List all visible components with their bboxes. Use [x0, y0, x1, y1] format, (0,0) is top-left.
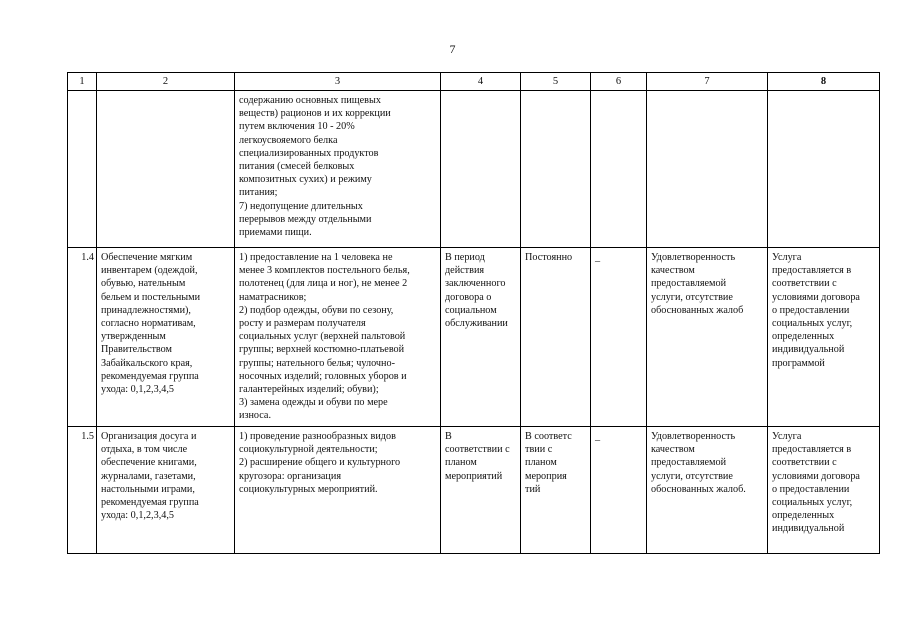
page-number: 7	[449, 42, 456, 56]
service-frequency-cell: В соответс твии с планом мероприя тий	[521, 427, 591, 554]
header-cell-8: 8	[768, 73, 880, 91]
column-6-cell	[591, 91, 647, 248]
provision-conditions-cell: Услуга предоставляется в соответствии с условиями договора о предоставлении социальных услуг, определенных индивидуальной	[768, 427, 880, 554]
service-term-cell	[441, 91, 521, 248]
table-row	[68, 248, 880, 427]
service-description-cell: 1) предоставление на 1 человека не менее 3 комплектов постельного белья, полотенец (для лица и ног), не менее 2 наматрасников; 2) подбор одежды, обуви по сезону, росту и размерам получателя социальных услуг (верхней пальтовой группы; верхней костюмно-платьевой группы; нательного белья; чулочно- носочных изделий; головных уборов и галантерейных изделий; обуви); 3) замена одежды и обуви по мере износа.	[235, 248, 441, 427]
provision-conditions-cell	[768, 91, 880, 248]
services-table	[67, 72, 880, 554]
header-cell-4: 4	[441, 73, 521, 91]
service-frequency-cell	[521, 91, 591, 248]
service-frequency-cell: Постоянно	[521, 248, 591, 427]
quality-indicator-cell: Удовлетворенность качеством предоставляемой услуги, отсутствие обоснованных жалоб.	[647, 427, 768, 554]
service-term-cell: В соответствии с планом мероприятий	[441, 427, 521, 554]
row-number-cell: 1.4	[68, 248, 97, 427]
quality-indicator-cell: Удовлетворенность качеством предоставляемой услуги, отсутствие обоснованных жалоб	[647, 248, 768, 427]
table-row	[68, 427, 880, 554]
table-row	[68, 91, 880, 248]
quality-indicator-cell	[647, 91, 768, 248]
header-cell-7: 7	[647, 73, 768, 91]
service-description-cell: содержанию основных пищевых веществ) рационов и их коррекции путем включения 10 - 20% легкоусвояемого белка специализированных продуктов питания (смесей белковых композитных сухих) и режиму питания; 7) недопущение длительных перерывов между отдельными приемами пищи.	[235, 91, 441, 248]
column-6-cell: _	[591, 427, 647, 554]
header-cell-5: 5	[521, 73, 591, 91]
header-cell-6: 6	[591, 73, 647, 91]
service-description-cell: 1) проведение разнообразных видов социокультурной деятельности; 2) расширение общего и культурного кругозора: организация социокультурных мероприятий.	[235, 427, 441, 554]
service-term-cell: В период действия заключенного договора о социальном обслуживании	[441, 248, 521, 427]
service-name-cell: Организация досуга и отдыха, в том числе обеспечение книгами, журналами, газетами, настольными играми, рекомендуемая группа ухода: 0,1,2,3,4,5	[97, 427, 235, 554]
column-6-cell: _	[591, 248, 647, 427]
row-number-cell	[68, 91, 97, 248]
header-row	[68, 73, 880, 91]
header-cell-2: 2	[97, 73, 235, 91]
row-number-cell: 1.5	[68, 427, 97, 554]
service-name-cell: Обеспечение мягким инвентарем (одеждой, обувью, нательным бельем и постельными принадлежностями), согласно нормативам, утвержденным Правительством Забайкальского края, рекомендуемая группа ухода: 0,1,2,3,4,5	[97, 248, 235, 427]
service-name-cell	[97, 91, 235, 248]
header-cell-3: 3	[235, 73, 441, 91]
provision-conditions-cell: Услуга предоставляется в соответствии с условиями договора о предоставлении социальных услуг, определенных индивидуальной программой	[768, 248, 880, 427]
header-cell-1: 1	[68, 73, 97, 91]
